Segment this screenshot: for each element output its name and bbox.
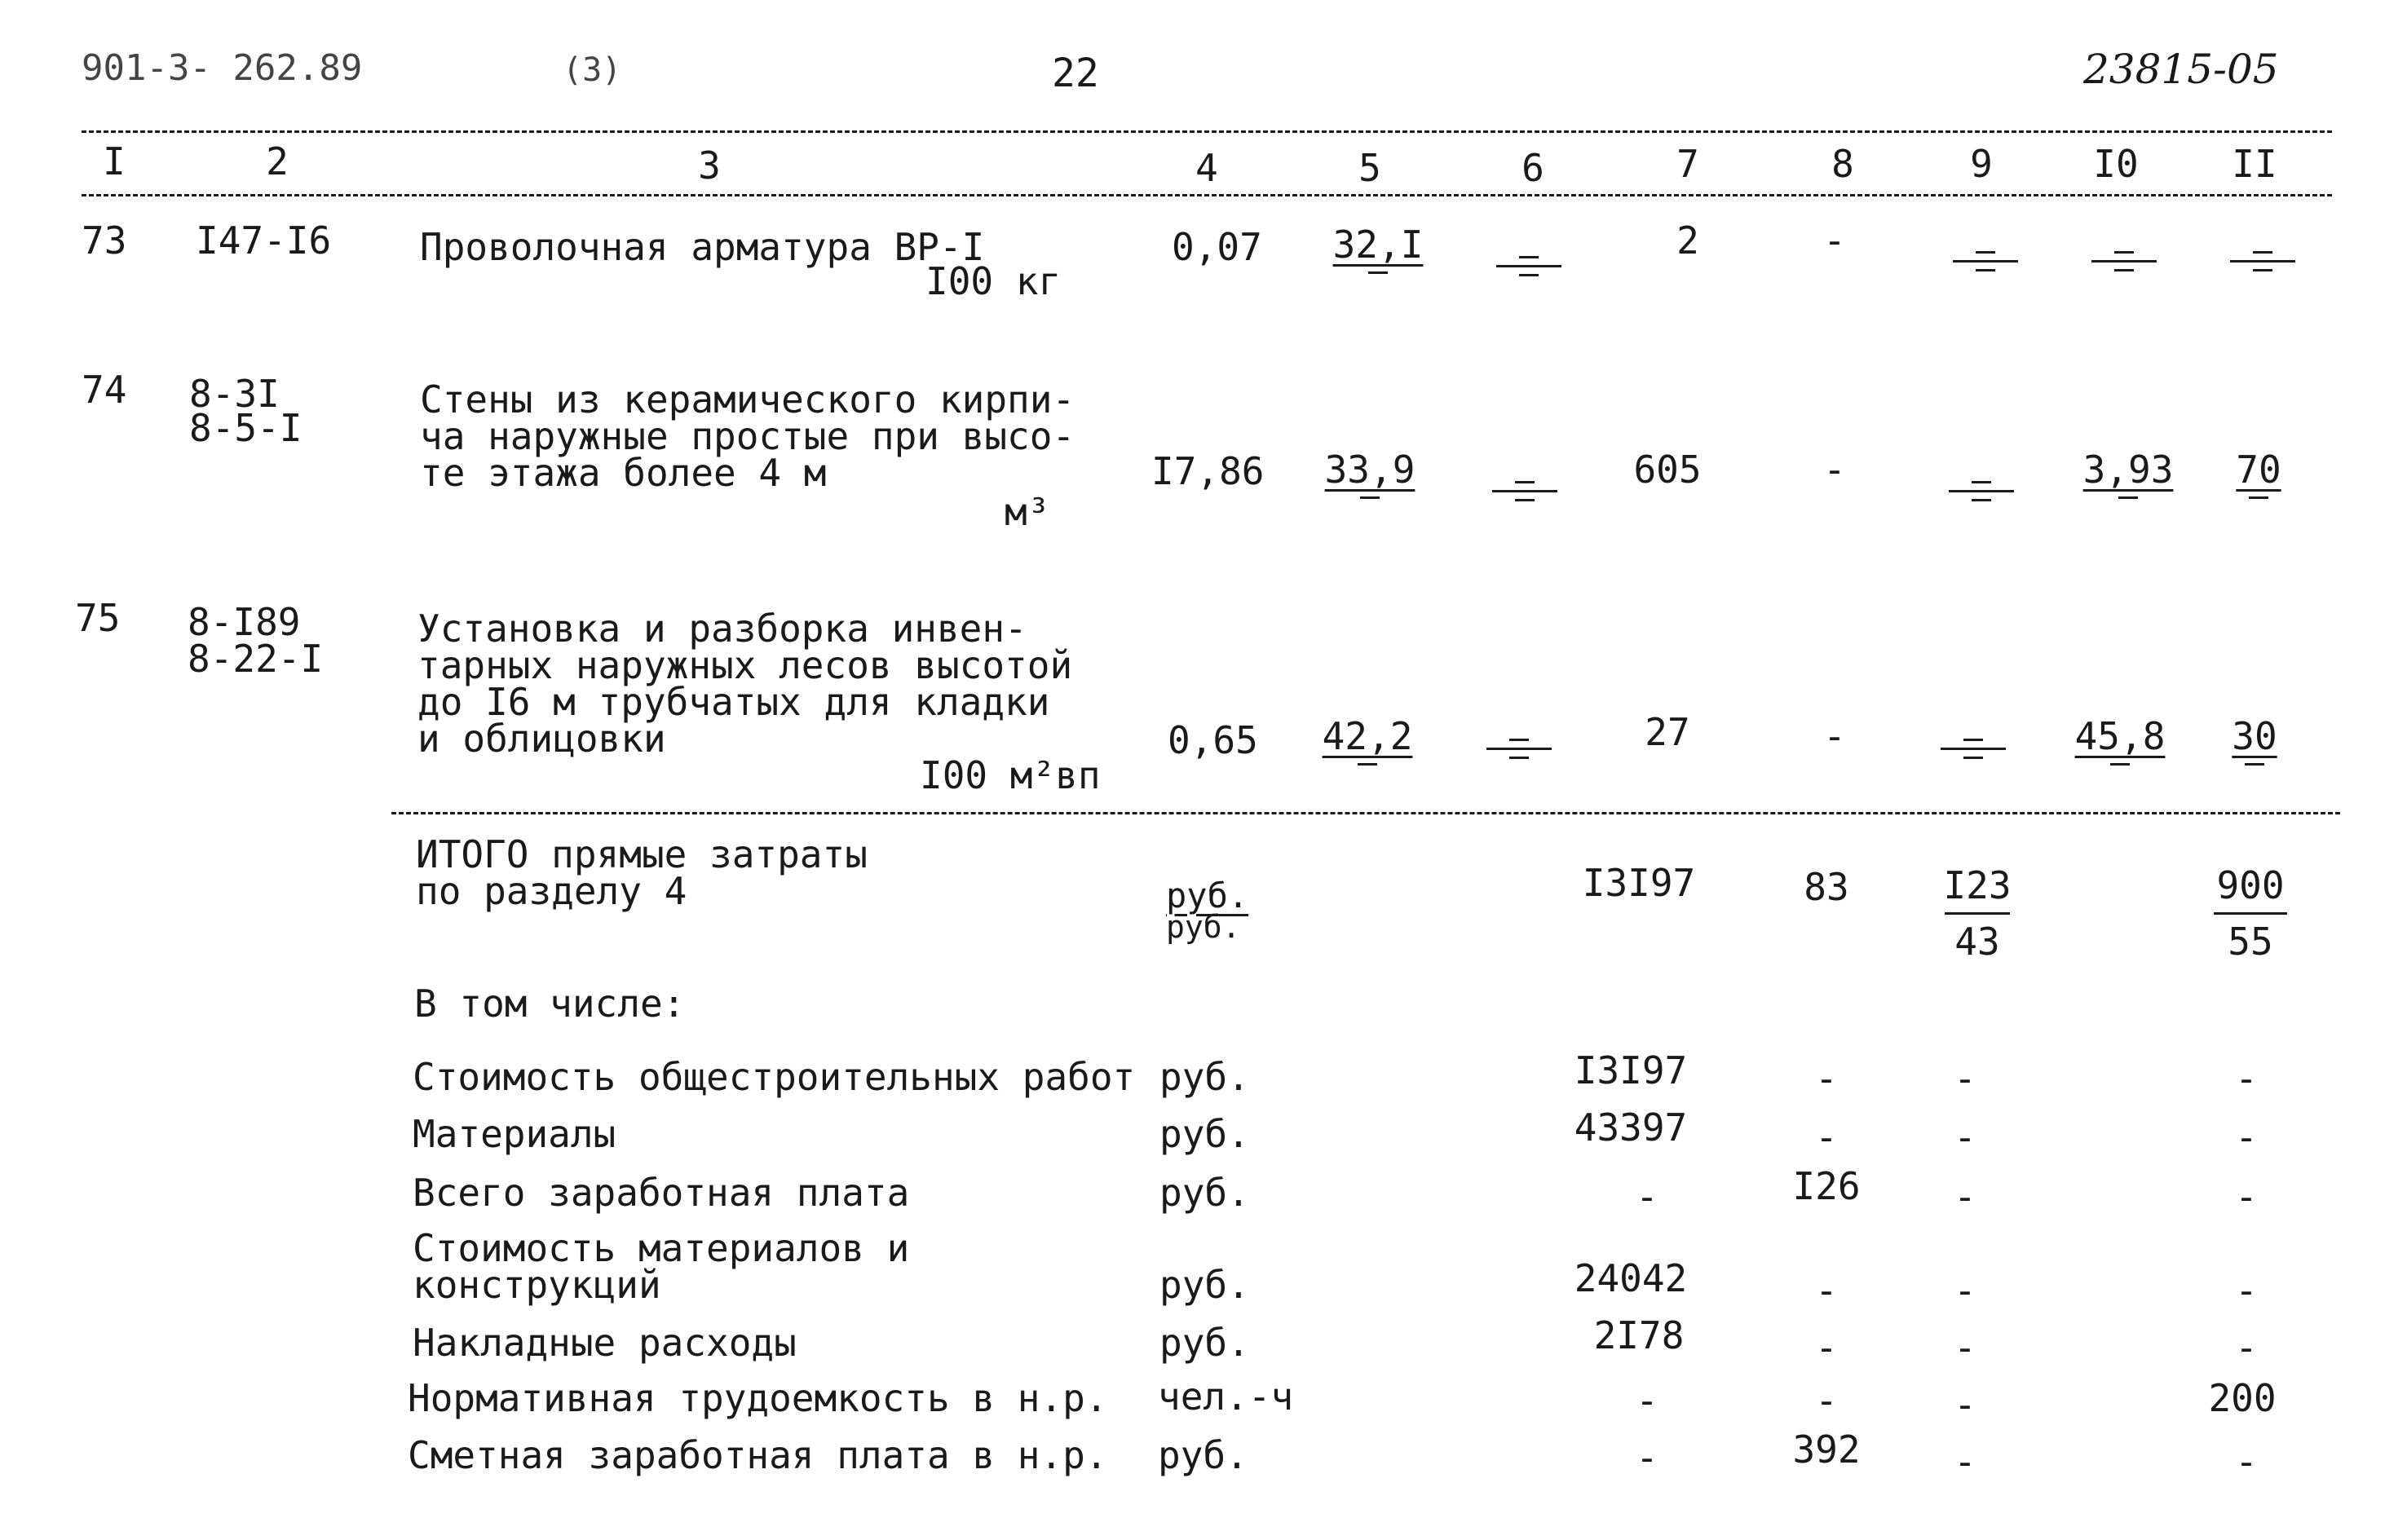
column-header-5: 5 — [1358, 146, 1381, 190]
col5-value: 33,9 — [1321, 451, 1419, 499]
column-header-8: 8 — [1831, 142, 1854, 186]
breakdown-col11: - — [2235, 1269, 2258, 1313]
col8-value: - — [1823, 218, 1846, 263]
breakdown-label-line-1: Стоимость материалов и — [413, 1226, 910, 1270]
breakdown-col9: - — [1954, 1440, 1976, 1484]
row-description-line-1: Установка и разборка инвен- — [417, 607, 1027, 651]
unit-of-measure: I00 м²вп — [920, 753, 1101, 797]
row-description-line-2: ча наружные простые при высо- — [420, 414, 1075, 458]
row-description: Проволочная арматура ВР-I — [420, 225, 985, 269]
breakdown-label-line-2: конструкций — [413, 1263, 661, 1307]
breakdown-col7: I3I97 — [1574, 1048, 1688, 1092]
column-header-4: 4 — [1195, 146, 1218, 190]
breakdown-col11: - — [2235, 1175, 2258, 1219]
row-number: 73 — [82, 218, 127, 263]
header-parenthetical: (3) — [563, 51, 622, 89]
unit-of-measure: I00 кг — [925, 259, 1062, 303]
breakdown-label: Сметная заработная плата в н.р. — [408, 1433, 1108, 1477]
breakdown-col7: - — [1636, 1436, 1658, 1480]
breakdown-col9: - — [1954, 1175, 1976, 1219]
breakdown-unit: руб. — [1159, 1112, 1250, 1156]
breakdown-col9: - — [1954, 1326, 1976, 1370]
breakdown-col8: - — [1815, 1326, 1838, 1370]
col5-value: 32,I — [1329, 226, 1427, 274]
header-top-rule — [82, 130, 2332, 133]
col10-value: 45,8 — [2067, 717, 2173, 766]
breakdown-unit: чел.-ч — [1158, 1375, 1294, 1419]
breakdown-col9: - — [1954, 1269, 1976, 1313]
norm-code: I47-I6 — [196, 218, 332, 263]
breakdown-col7: - — [1636, 1175, 1658, 1219]
row-description-line-2: тарных наружных лесов высотой — [417, 643, 1073, 687]
breakdown-col9: - — [1954, 1115, 1976, 1159]
col11-empty-fraction — [2226, 245, 2299, 271]
breakdown-col8: - — [1815, 1115, 1838, 1159]
breakdown-col9: - — [1954, 1057, 1976, 1101]
breakdown-col8: - — [1815, 1379, 1838, 1423]
breakdown-label: Стоимость общестроительных работ — [413, 1055, 1136, 1099]
breakdown-label: Всего заработная плата — [413, 1171, 910, 1215]
norm-code-secondary: 8-22-I — [188, 637, 324, 681]
col10-empty-fraction — [2087, 245, 2161, 271]
col7-value: 2 — [1676, 218, 1699, 263]
col6-empty-fraction — [1488, 474, 1561, 501]
col7-value: 27 — [1645, 710, 1690, 754]
breakdown-col8: I26 — [1792, 1164, 1861, 1208]
col11-value: 70 — [2222, 451, 2295, 499]
row-description-line-3: те этажа более 4 м — [420, 451, 827, 495]
row-number: 75 — [75, 596, 121, 640]
totals-divider-rule — [391, 812, 2340, 814]
breakdown-unit: руб. — [1159, 1263, 1250, 1307]
col9-empty-fraction — [1949, 245, 2022, 271]
norm-code: 8-3I — [189, 372, 280, 416]
including-label: В том числе: — [414, 982, 686, 1026]
header-bottom-rule — [82, 194, 2332, 196]
page-number: 22 — [1052, 51, 1099, 96]
breakdown-col7: 2I78 — [1593, 1313, 1685, 1357]
breakdown-col8: - — [1815, 1057, 1838, 1101]
col11-value: 30 — [2218, 717, 2291, 766]
row-description-line-3: до I6 м трубчатых для кладки — [417, 680, 1050, 724]
breakdown-col8: 392 — [1792, 1427, 1861, 1472]
breakdown-col7: 24042 — [1574, 1256, 1688, 1300]
breakdown-col11: 200 — [2208, 1376, 2277, 1420]
column-header-1: I — [103, 139, 126, 183]
total-col7: I3I97 — [1582, 861, 1696, 905]
row-number: 74 — [82, 368, 127, 412]
column-header-11: II — [2232, 142, 2277, 186]
total-unit-bottom: руб. — [1166, 909, 1241, 945]
breakdown-col9: - — [1954, 1383, 1976, 1427]
breakdown-unit: руб. — [1159, 1321, 1250, 1365]
row-description-line-1: Стены из керамического кирпи- — [420, 377, 1075, 421]
col7-value: 605 — [1633, 448, 1702, 492]
column-header-10: I0 — [2093, 142, 2139, 186]
breakdown-unit: руб. — [1158, 1433, 1248, 1477]
total-label-line-1: ИТОГО прямые затраты — [416, 832, 868, 876]
quantity-value: 0,07 — [1172, 225, 1262, 269]
col8-value: - — [1823, 448, 1846, 492]
total-col9-fraction: I23 43 — [1943, 863, 2012, 964]
breakdown-label: Накладные расходы — [413, 1321, 797, 1365]
row-description-line-4: и облицовки — [417, 717, 666, 761]
column-header-2: 2 — [266, 139, 289, 183]
breakdown-label: Нормативная трудоемкость в н.р. — [408, 1376, 1108, 1420]
col8-value: - — [1823, 714, 1846, 758]
col9-empty-fraction — [1945, 474, 2018, 501]
total-col11-fraction: 900 55 — [2206, 867, 2295, 960]
col6-empty-fraction — [1482, 732, 1556, 759]
total-label-line-2: по разделу 4 — [416, 869, 687, 913]
breakdown-col11: - — [2235, 1326, 2258, 1370]
col6-empty-fraction — [1492, 249, 1566, 276]
column-header-3: 3 — [698, 143, 721, 188]
total-unit-top: руб. — [1166, 876, 1249, 916]
breakdown-col7: 43397 — [1574, 1105, 1688, 1149]
col9-empty-fraction — [1937, 732, 2010, 759]
registration-stamp: 23815-05 — [2083, 46, 2279, 93]
breakdown-col7: - — [1636, 1379, 1658, 1423]
total-col8: 83 — [1804, 865, 1849, 909]
col10-value: 3,93 — [2075, 451, 2181, 499]
column-header-7: 7 — [1676, 142, 1699, 186]
quantity-value: 0,65 — [1168, 718, 1258, 762]
column-header-9: 9 — [1970, 142, 1993, 186]
col5-value: 42,2 — [1314, 717, 1420, 766]
document-code: 901-3- 262.89 — [82, 47, 363, 89]
breakdown-unit: руб. — [1159, 1171, 1250, 1215]
breakdown-col8: - — [1815, 1269, 1838, 1313]
breakdown-unit: руб. — [1159, 1055, 1250, 1099]
norm-code: 8-I89 — [188, 600, 301, 644]
breakdown-col11: - — [2235, 1440, 2258, 1484]
quantity-value: I7,86 — [1151, 449, 1265, 493]
breakdown-col11: - — [2235, 1057, 2258, 1101]
breakdown-col11: - — [2235, 1115, 2258, 1159]
norm-code-secondary: 8-5-I — [189, 406, 303, 450]
column-header-6: 6 — [1521, 146, 1544, 190]
unit-of-measure: м³ — [1005, 490, 1050, 534]
breakdown-label: Материалы — [413, 1112, 616, 1156]
